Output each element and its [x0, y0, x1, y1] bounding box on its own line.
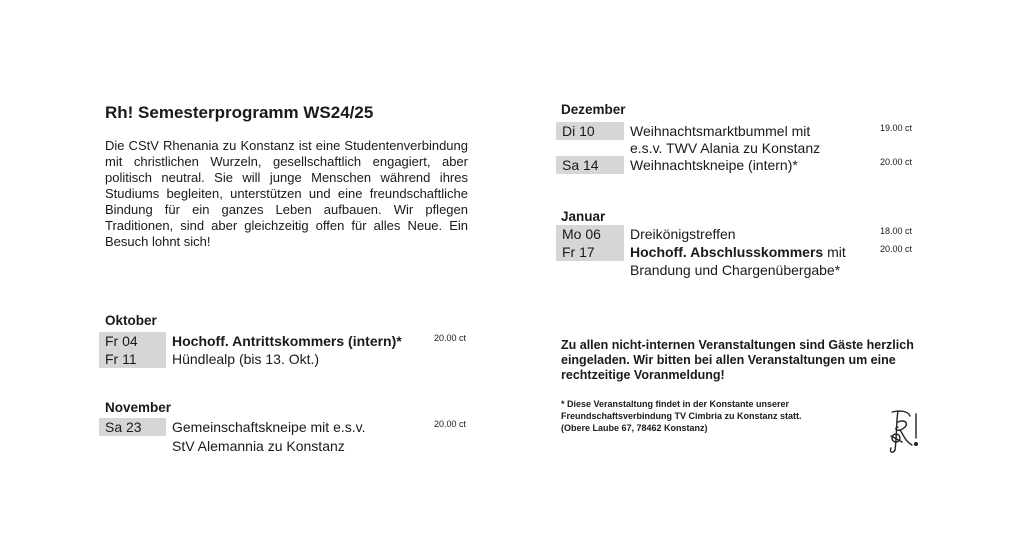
month-heading-november: November	[105, 400, 172, 415]
event-title: Weihnachtsmarktbummel mit	[630, 123, 811, 139]
event-title: Hochoff. Antrittskommers (intern)*	[172, 333, 402, 349]
event-title-line2: StV Alemannia zu Konstanz	[172, 438, 345, 454]
event-time: 20.00 ct	[880, 244, 913, 254]
event-title-line2: Brandung und Chargenübergabe*	[630, 262, 841, 278]
guest-notice: Zu allen nicht-internen Veranstaltungen sind Gäste herzlich eingeladen. Wir bitten bei allen Veranstaltungen um eine rechtzeitige Voranmeldung!	[561, 338, 914, 382]
event-title: Dreikönigstreffen	[630, 226, 736, 242]
footnote-line: (Obere Laube 67, 78462 Konstanz)	[561, 423, 708, 433]
event-time: 18.00 ct	[880, 226, 913, 236]
event-title: Weihnachtskneipe (intern)*	[630, 157, 798, 173]
event-time: 20.00 ct	[434, 419, 467, 429]
event-date: Mo 06	[556, 225, 624, 243]
event-time: 20.00 ct	[434, 333, 467, 343]
event-date: Sa 23	[99, 418, 166, 436]
footnote-line: * Diese Veranstaltung findet in der Konstante unserer	[561, 399, 790, 409]
event-title: Gemeinschaftskneipe mit e.s.v.	[172, 419, 366, 435]
event-date: Di 10	[556, 122, 624, 140]
event-date: Fr 17	[556, 243, 624, 261]
month-heading-dezember: Dezember	[561, 102, 626, 117]
event-title-line2: e.s.v. TWV Alania zu Konstanz	[630, 140, 821, 156]
footnote	[561, 398, 901, 434]
month-heading-oktober: Oktober	[105, 313, 157, 328]
event-time: 19.00 ct	[880, 123, 913, 133]
event-time: 20.00 ct	[880, 157, 913, 167]
intro-text: Die CStV Rhenania zu Konstanz ist eine Studentenverbindung mit christlichen Wurzeln, gesellschaftlich engagiert, aber politisch neutral. Sie will junge Menschen während ihres Studiums begleiten, unterstützen und eine freundschaftliche Bindung für ein ganzes Leben aufbauen. Wir pflegen Traditionen, sind aber gleichzeitig offen für alles Neue. Ein Besuch lohnt sich!	[105, 138, 468, 249]
rhenania-zirkel-icon	[886, 408, 922, 456]
event-date: Sa 14	[556, 156, 624, 174]
footnote-line: Freundschaftsverbindung TV Cimbria zu Konstanz statt.	[561, 411, 802, 421]
event-title: Hündlealp (bis 13. Okt.)	[172, 351, 320, 367]
month-heading-januar: Januar	[561, 209, 606, 224]
event-date: Fr 11	[99, 350, 166, 368]
event-date: Fr 04	[99, 332, 166, 350]
event-title: Hochoff. Abschlusskommers mit	[630, 244, 846, 260]
page-title: Rh! Semesterprogramm WS24/25	[105, 103, 374, 122]
